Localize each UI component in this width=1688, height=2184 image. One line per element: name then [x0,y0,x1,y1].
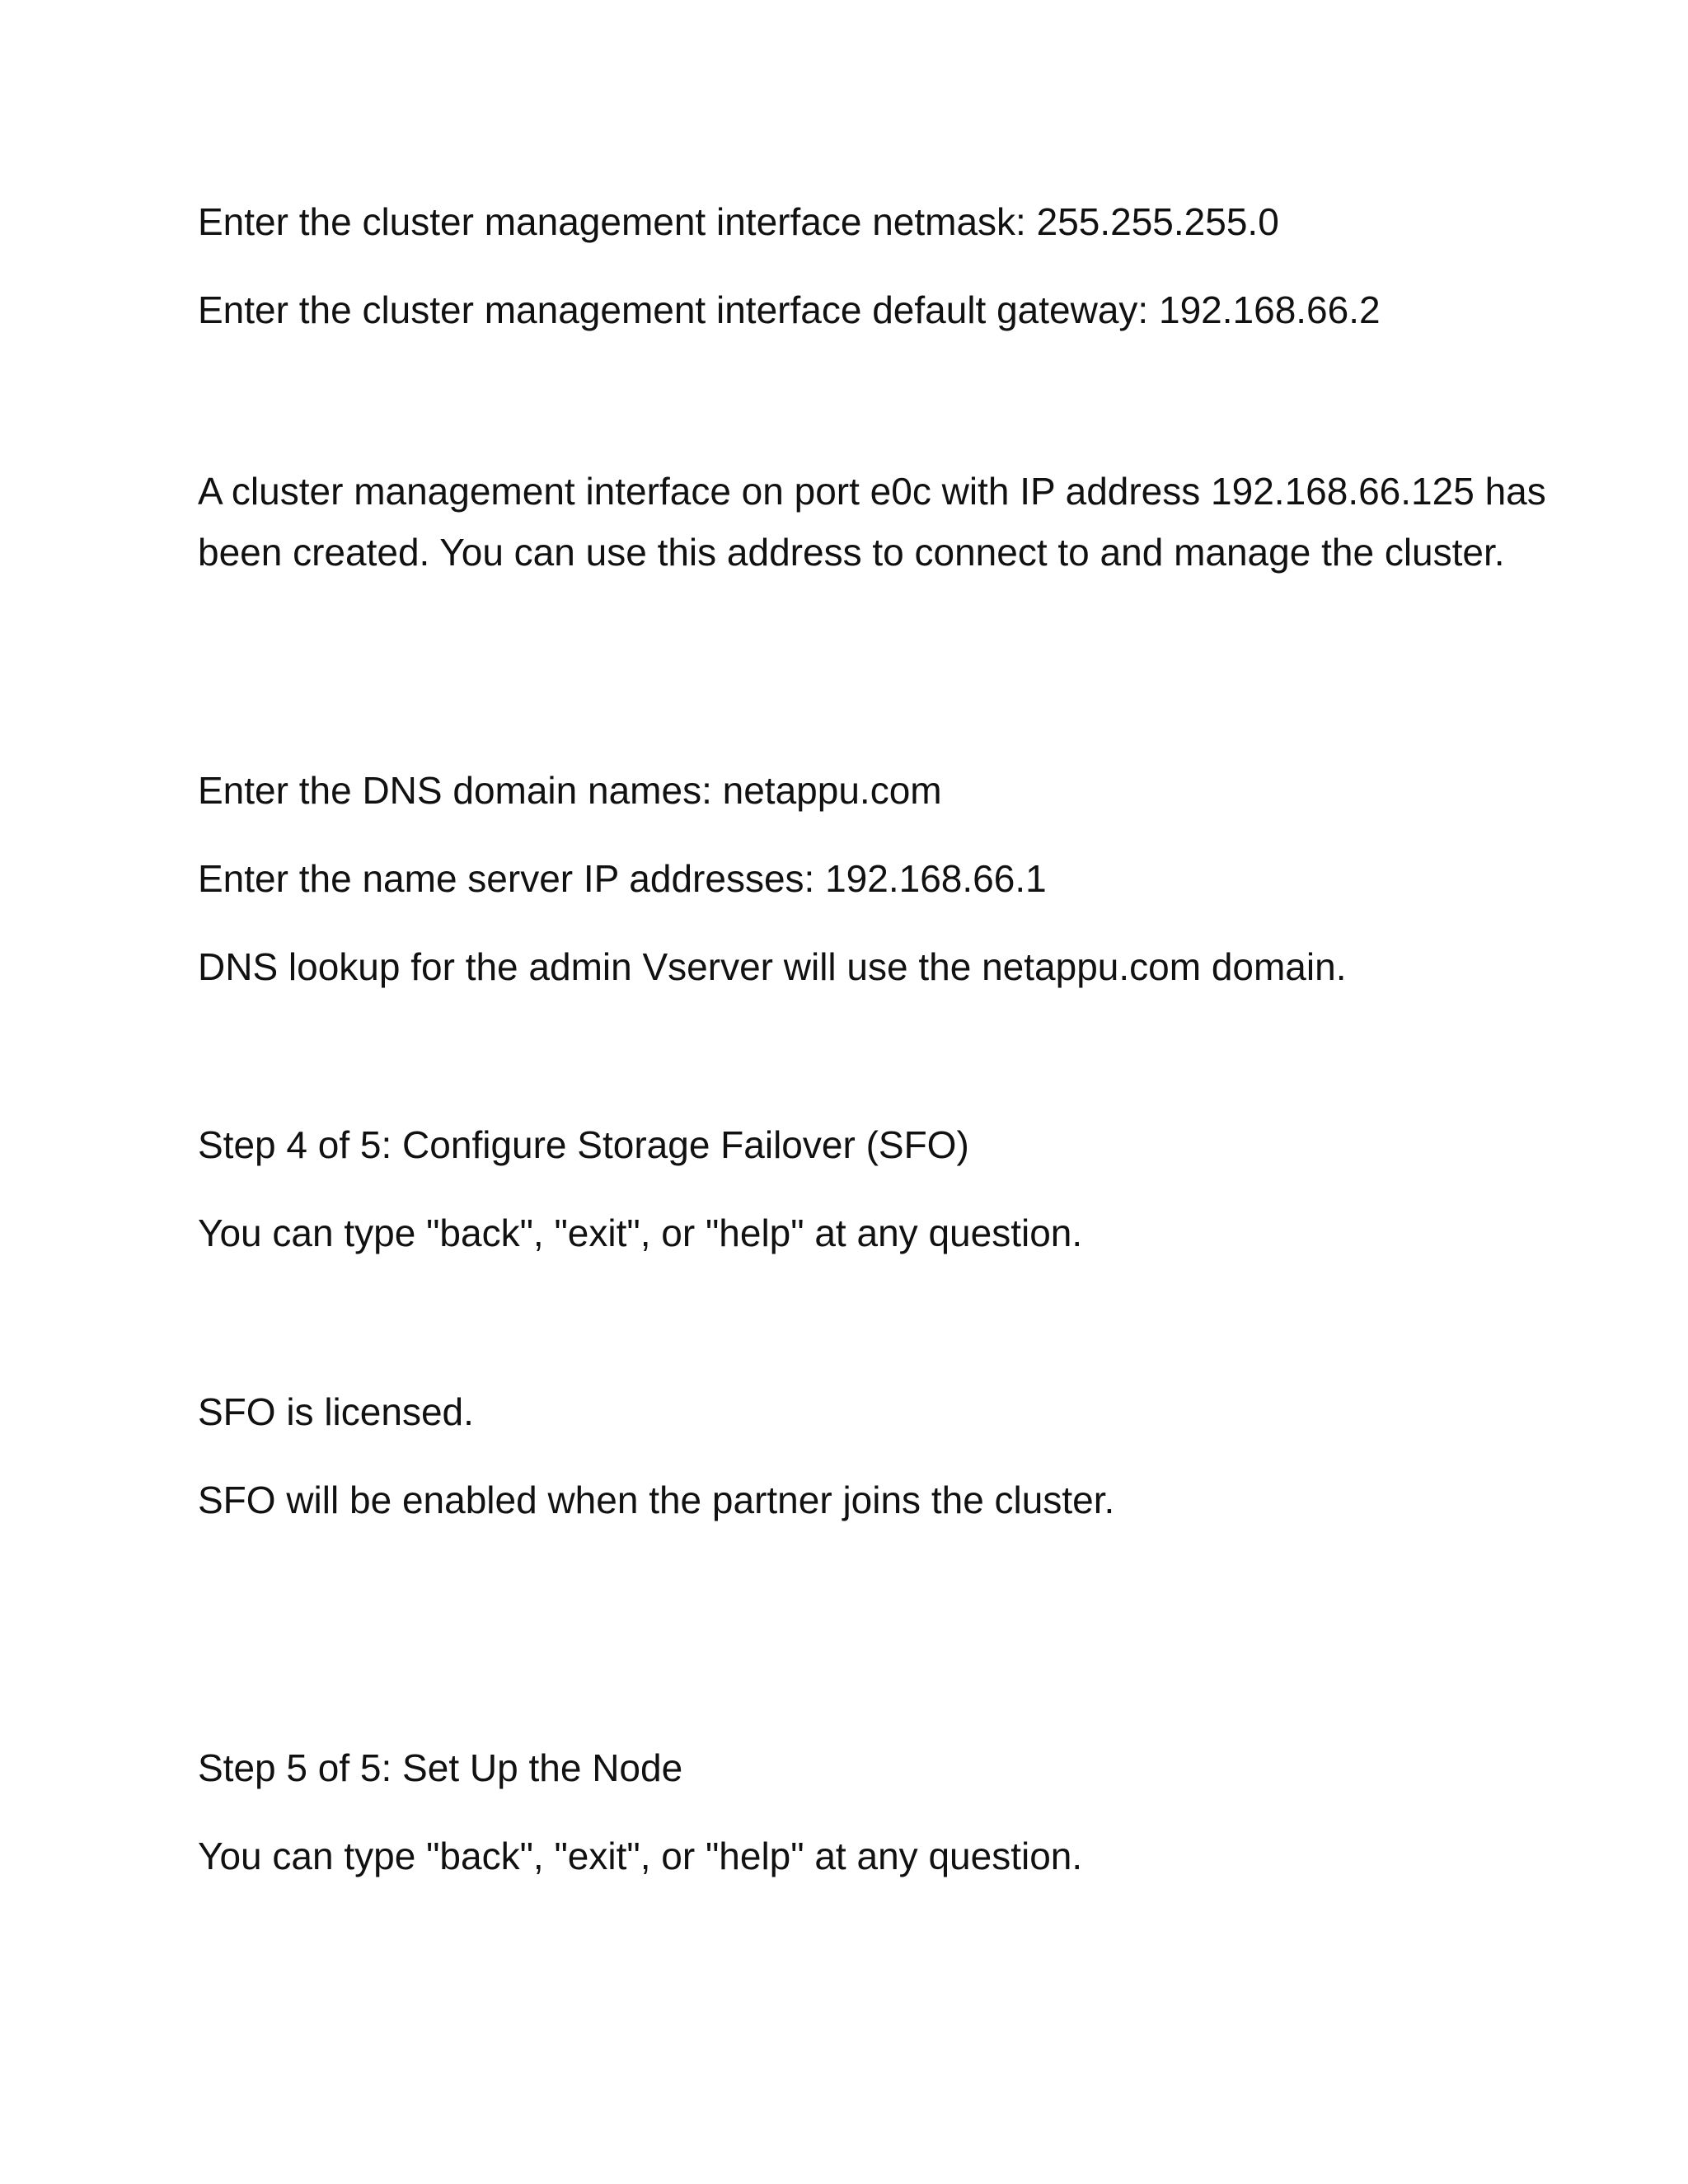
mgmt-interface-created-paragraph: A cluster management interface on port e0c with IP address 192.168.66.125 has been created. You can use this address to connect to and manage the cluster. [198,470,1546,574]
name-server-line: Enter the name server IP addresses: 192.168.66.1 [198,857,1047,900]
step4-title: Step 4 of 5: Configure Storage Failover (SFO) [198,1123,969,1166]
netmask-line: Enter the cluster management interface netmask: 255.255.255.0 [198,200,1279,243]
sfo-enabled-line: SFO will be enabled when the partner joins the cluster. [198,1479,1115,1521]
gateway-line: Enter the cluster management interface default gateway: 192.168.66.2 [198,288,1381,331]
step5-help-line: You can type "back", "exit", or "help" at any question. [198,1835,1083,1877]
step5-title: Step 5 of 5: Set Up the Node [198,1746,683,1789]
dns-lookup-line: DNS lookup for the admin Vserver will use the netappu.com domain. [198,945,1347,988]
sfo-licensed-line: SFO is licensed. [198,1390,474,1433]
step4-help-line: You can type "back", "exit", or "help" at any question. [198,1212,1083,1254]
dns-domain-line: Enter the DNS domain names: netappu.com [198,769,942,812]
